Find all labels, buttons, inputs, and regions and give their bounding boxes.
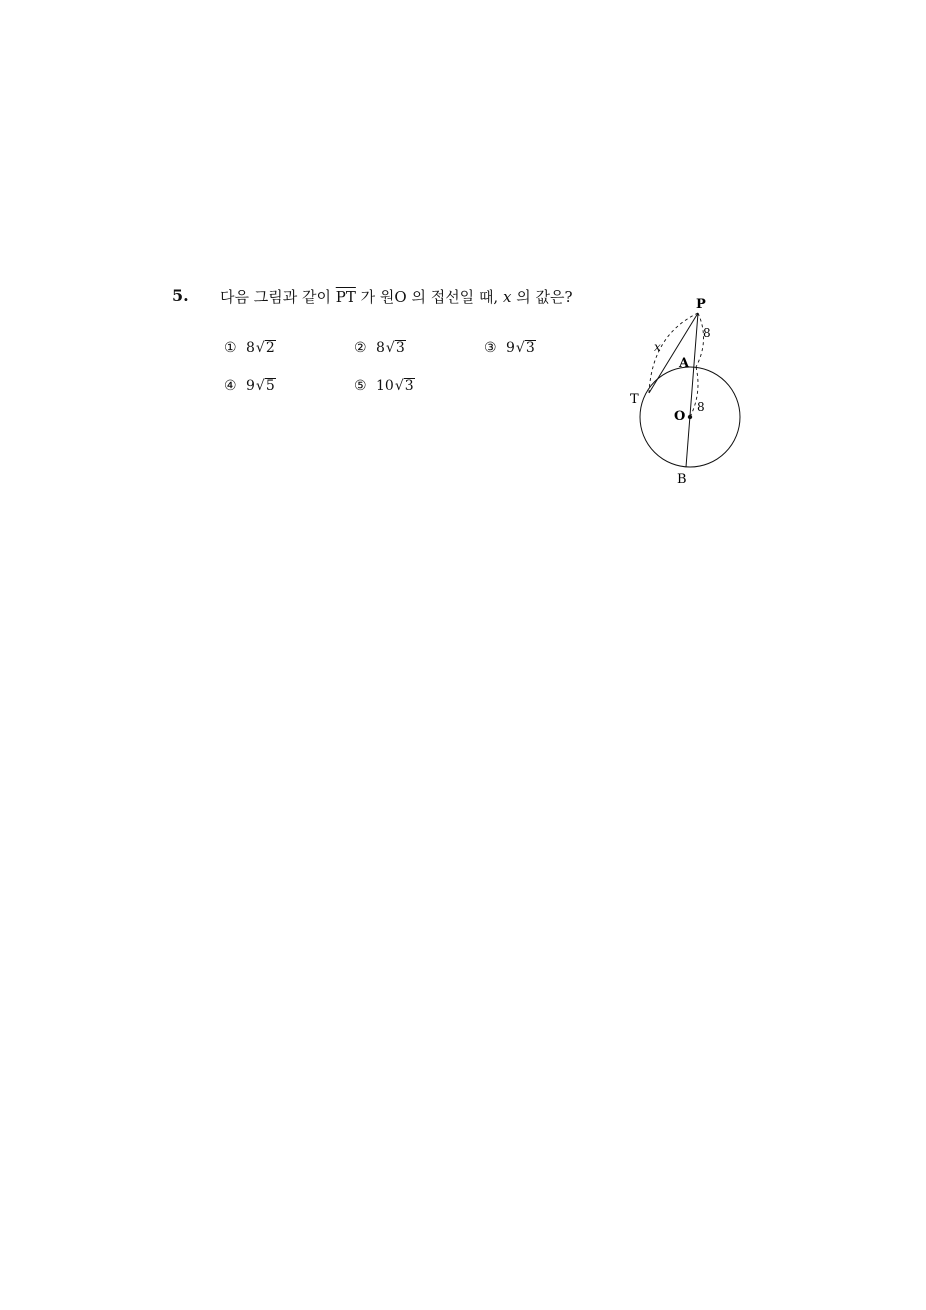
sqrt-icon: √ <box>385 340 395 356</box>
choice-1-radicand: 2 <box>265 340 275 356</box>
choice-5[interactable] <box>354 378 415 394</box>
choice-3-coef: 9 <box>506 340 515 356</box>
label-o: O <box>674 409 686 424</box>
geometry-figure <box>600 285 780 500</box>
label-b: B <box>677 472 687 487</box>
circle-tangent-diagram <box>600 285 780 500</box>
label-p: P <box>696 297 706 312</box>
problem-stem <box>220 286 573 307</box>
segment-pt: $\overline{PT}$ <box>335 288 356 306</box>
center-point-o <box>688 415 692 419</box>
choice-1-mark: ① <box>224 340 237 356</box>
sqrt-icon: √ <box>394 378 404 394</box>
label-ao-length: 8 <box>697 400 705 414</box>
stem-text-3: 의 값은? <box>511 288 573 306</box>
secant-line-pb <box>686 313 698 467</box>
sqrt-icon: √ <box>255 340 265 356</box>
choice-5-radicand: 3 <box>404 378 414 394</box>
choice-1-coef: 8 <box>246 340 255 356</box>
stem-text-1: 다음 그림과 같이 <box>220 288 336 306</box>
choice-3-mark: ③ <box>484 340 497 356</box>
label-t: T <box>630 392 639 407</box>
choice-4-mark: ④ <box>224 378 237 394</box>
label-pa-length: 8 <box>703 326 711 340</box>
problem-number: 5. <box>172 286 189 305</box>
choice-2-coef: 8 <box>376 340 385 356</box>
choice-2[interactable] <box>354 340 406 356</box>
choice-4-radicand: 5 <box>265 378 275 394</box>
choice-5-mark: ⑤ <box>354 378 367 394</box>
choice-3[interactable] <box>484 340 536 356</box>
sqrt-icon: √ <box>255 378 265 394</box>
choice-1[interactable] <box>224 340 276 356</box>
stem-text-2: 가 원O 의 접선일 때, <box>355 288 503 306</box>
label-x: x <box>654 340 661 354</box>
choice-3-radicand: 3 <box>525 340 535 356</box>
variable-x: x <box>502 288 512 306</box>
choice-4[interactable] <box>224 378 276 394</box>
choice-2-mark: ② <box>354 340 367 356</box>
choice-5-coef: 10 <box>376 378 394 394</box>
choice-2-radicand: 3 <box>395 340 405 356</box>
choice-4-coef: 9 <box>246 378 255 394</box>
sqrt-icon: √ <box>515 340 525 356</box>
label-a: A <box>679 356 690 371</box>
